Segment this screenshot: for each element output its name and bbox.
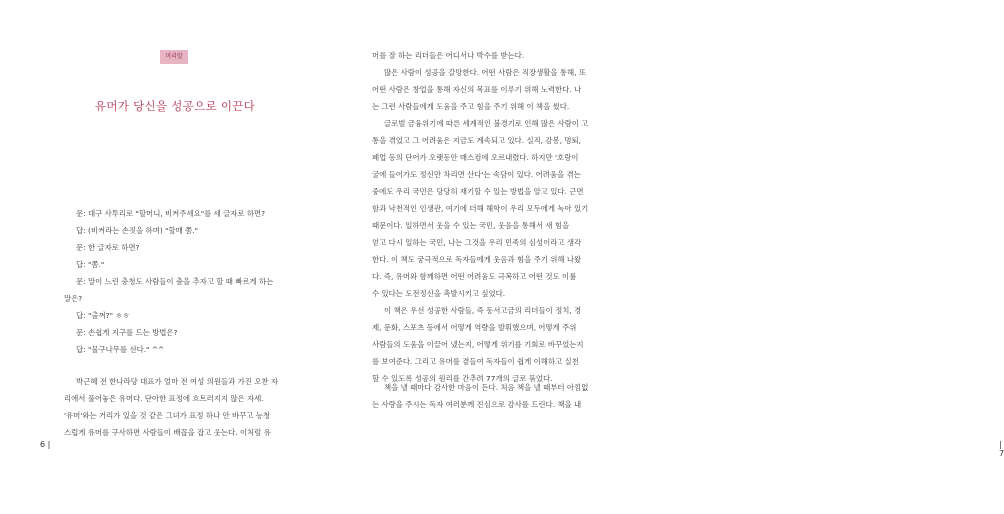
text-line: 많은 사람이 성공을 갈망한다. 어떤 사람은 직장생활을 통해, 또	[384, 68, 586, 77]
left-page	[0, 0, 350, 514]
text-line: '유머'와는 거리가 있을 것 같은 그녀가 표정 하나 안 바꾸고 능청	[64, 411, 271, 420]
qa-line: 문: 한 글자로 하면?	[76, 243, 140, 252]
text-line: 사람들의 도움을 이끌어 냈는지, 어떻게 위기를 기회로 바꾸었는지	[372, 340, 584, 349]
qa-line: 문: 말이 느린 충청도 사람들이 춤을 추자고 할 때 빠르게 하는	[76, 277, 274, 286]
text-line: 폐업 등의 단어가 오랫동안 매스컴에 오르내렸다. 하지만 '호랑이	[372, 153, 579, 162]
qa-line: 문: 손쉽게 지구를 드는 방법은?	[76, 328, 178, 337]
qa-line: 답: (비켜라는 손짓을 하며) "할매 쫌."	[76, 226, 198, 235]
text-line: 통을 겪었고 그 어려움은 지금도 계속되고 있다. 실직, 감봉, 명퇴,	[372, 136, 582, 145]
chapter-title: 유머가 당신을 성공으로 이끈다	[94, 99, 256, 113]
text-line: 제, 문화, 스포츠 등에서 어떻게 역량을 발휘했으며, 어떻게 주위	[372, 323, 577, 332]
text-line: 박근혜 전 한나라당 대표가 얼마 전 여성 의원들과 가진 오찬 자	[76, 377, 278, 386]
text-line: 함과 낙천적인 인생관, 여기에 더해 해학이 우리 모두에게 녹아 있기	[372, 204, 589, 213]
text-line: 할 수 있도록 성공의 원리를 간추려 77개의 글로 묶었다.	[372, 374, 553, 383]
text-line: 글로벌 금융위기에 따른 세계적인 불경기로 인해 많은 사람이 고	[384, 119, 589, 128]
text-line: 얻고 다시 일하는 국민, 나는 그것을 우리 민족의 심성이라고 생각	[372, 238, 582, 247]
text-line: 를 보여준다. 그리고 유머를 곁들여 독자들이 쉽게 이해하고 실천	[372, 357, 579, 366]
right-page	[350, 0, 1004, 514]
right-body-text	[372, 47, 620, 387]
qa-line: 답: "쫌."	[76, 260, 105, 269]
text-line: 는 사랑을 주시는 독자 여러분께 진심으로 감사를 드린다. 책을 내	[372, 400, 582, 409]
qa-line: 말은?	[64, 294, 83, 303]
text-line: 수 있다는 도전정신을 촉발시키고 싶었다.	[372, 289, 506, 298]
qa-line: 문: 대구 사투리로 "할머니, 비켜주세요"를 세 글자로 하면?	[76, 209, 266, 218]
qa-line: 답: "출껴?" ㅎㅎ	[76, 311, 130, 320]
text-line: 한다. 이 책도 궁극적으로 독자들에게 웃음과 힘을 주기 위해 나왔	[372, 255, 582, 264]
text-line: 머를 잘 하는 리더들은 어디서나 박수를 받는다.	[372, 51, 525, 60]
qa-line: 답: "물구나무를 선다." ^^	[76, 345, 165, 354]
text-line: 이 책은 우선 성공한 사람들, 즉 동서고금의 리더들이 정치, 경	[384, 306, 582, 315]
text-line: 때문이다. 일하면서 웃을 수 있는 국민, 웃음을 통해서 새 힘을	[372, 221, 570, 230]
text-line: 리에서 풀어놓은 유머다. 단아한 표정에 흐트러지지 않은 자세.	[64, 394, 264, 403]
text-line: 는 그런 사람들에게 도움을 주고 힘을 주기 위해 이 책을 썼다.	[372, 102, 570, 111]
text-line: 책을 낼 때마다 감사한 마음이 든다. 처음 책을 낼 때부터 아낌없	[384, 383, 589, 392]
left-body-text	[64, 373, 298, 441]
right-body-text-closing	[372, 379, 620, 413]
qa-block	[64, 205, 296, 358]
page-number-right: | 7	[999, 440, 1004, 458]
text-line: 중에도 우리 국민은 당당히 재기할 수 있는 방법을 알고 있다. 근면	[372, 187, 584, 196]
text-line: 굴에 들어가도 정신만 차리면 산다'는 속담이 있다. 어려움을 겪는	[372, 170, 581, 179]
page-number-left: 6 |	[40, 440, 51, 449]
text-line: 어떤 사람은 창업을 통해 자신의 목표를 이루기 위해 노력한다. 나	[372, 85, 582, 94]
text-line: 스럽게 유머를 구사하면 사람들이 배꼽을 잡고 웃는다. 이처럼 유	[64, 428, 271, 437]
preface-badge: 머리말	[160, 50, 188, 64]
text-line: 다. 즉, 유머와 함께하면 어떤 어려움도 극복하고 어떤 것도 이룰	[372, 272, 577, 281]
